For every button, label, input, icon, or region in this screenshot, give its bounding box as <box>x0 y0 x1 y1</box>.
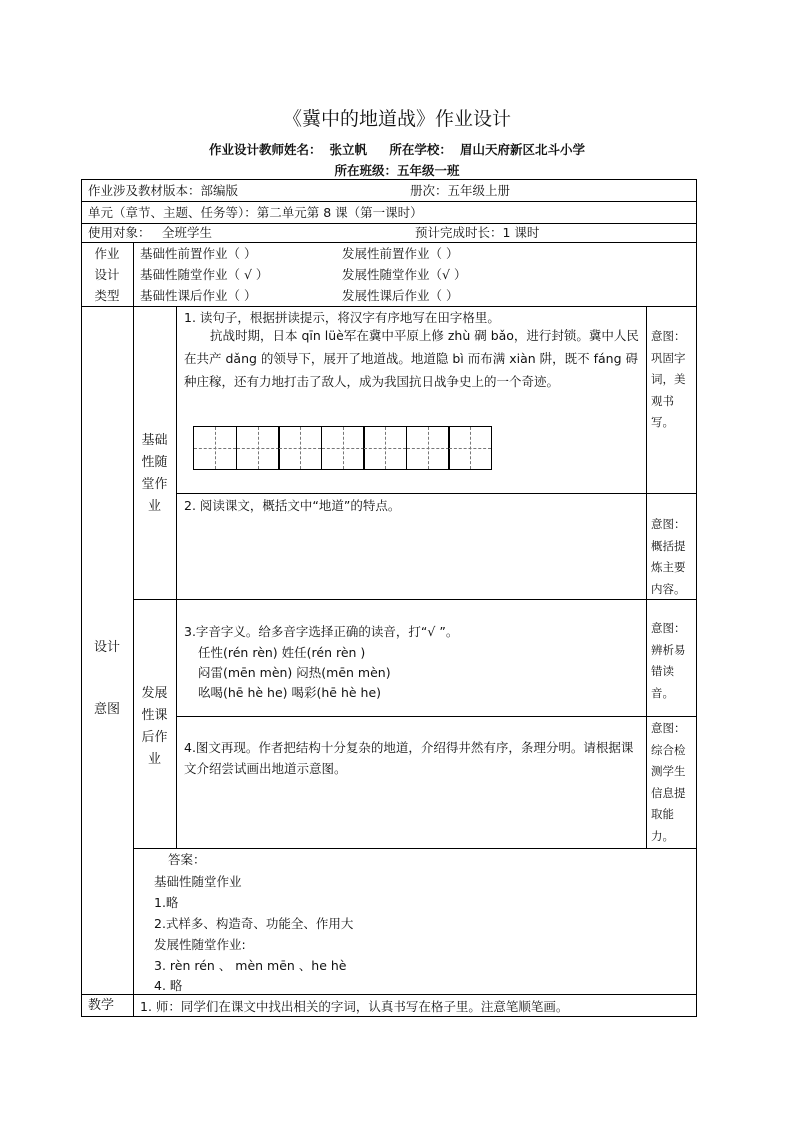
row-divider <box>176 493 697 494</box>
tianzige-box[interactable] <box>406 426 450 470</box>
answer-line: 基础性随堂作业 <box>154 874 242 889</box>
q1-intent: 意图：巩固字词，美观书写。 <box>651 329 686 429</box>
teacher-school-line <box>0 140 794 158</box>
design-table <box>81 179 697 1017</box>
q4-intent: 意图：综合检测学生信息提取能力。 <box>651 721 686 843</box>
row-divider <box>81 223 697 224</box>
teacher-name: 张立帆 <box>329 142 368 157</box>
row-divider <box>133 599 697 600</box>
design-intent-label: 设计 意图 <box>93 640 120 717</box>
tianzige-box[interactable] <box>363 426 407 470</box>
row-divider <box>176 716 697 717</box>
answer-line: 发展性随堂作业: <box>154 937 246 952</box>
col-divider <box>133 242 134 1017</box>
answer-line: 3. rèn rén 、 mèn mēn 、he hè <box>154 958 347 973</box>
answers-title: 答案： <box>168 852 206 867</box>
q3-line-3: 吆喝(hē hè he) 喝彩(hē hè he) <box>198 685 382 700</box>
teaching-label: 教学 <box>88 998 115 1013</box>
class-info: 所在班级：五年级一班 <box>334 163 460 178</box>
school-label: 所在学校： <box>389 142 452 157</box>
unit-info: 单元（章节、主题、任务等）：第二单元第 8 课（第一课时） <box>88 205 423 220</box>
section-dev-label: 发展 性课 后作 业 <box>141 686 168 767</box>
section-basic-label: 基础 性随 堂作 业 <box>141 433 168 514</box>
q1-text: 抗战时期，日本 qīn lüè军在冀中平原上修 zhù 碉 bǎo，进行封锁。冀中人民在共产 dǎng 的领导下，展开了地道战。地道隐 bì 而布满 xiàn 阱，既不 fáng 碍种庄稼，还有力地打击了敌人，成为我国抗日战争史上的一个奇迹。 <box>184 328 639 389</box>
row-divider <box>133 848 697 849</box>
q3-instruction: 3.字音字义。给多音字选择正确的读音，打“√ ”。 <box>184 624 459 639</box>
q4-text: 4.图文再现。作者把结构十分复杂的地道，介绍得井然有序，条理分明。请根据课文介绍尝试画出地道示意图。 <box>184 740 634 776</box>
type-dev-class: 发展性随堂作业（√ ） <box>342 267 467 282</box>
answer-line: 1.略 <box>154 895 179 910</box>
row-divider <box>81 242 697 243</box>
type-label: 作业 设计 类型 <box>94 246 120 303</box>
teacher-label: 作业设计教师姓名： <box>209 142 322 157</box>
row-divider <box>81 306 697 307</box>
q3-line-2: 闷雷(mēn mèn) 闷热(mēn mèn) <box>198 665 391 680</box>
type-basic-pre: 基础性前置作业（ ） <box>140 246 257 261</box>
tianzige-box[interactable] <box>321 426 365 470</box>
tianzige-box[interactable] <box>278 426 322 470</box>
tianzige-box[interactable] <box>193 426 237 470</box>
q2-intent: 意图：概括提炼主要内容。 <box>651 517 686 596</box>
answer-line: 4. 略 <box>154 978 183 993</box>
volume: 册次：五年级上册 <box>410 183 511 198</box>
tianzige-box[interactable] <box>448 426 492 470</box>
estimated-time: 预计完成时长：1 课时 <box>415 225 540 240</box>
q3-intent: 意图：辨析易错读音。 <box>651 621 686 700</box>
col-divider <box>646 306 647 848</box>
q1-instruction: 1. 读句子，根据拼读提示，将汉字有序地写在田字格里。 <box>184 310 500 325</box>
textbook-version: 作业涉及教材版本：部编版 <box>88 183 239 198</box>
type-basic-class: 基础性随堂作业（ √ ） <box>140 267 269 282</box>
q2-text: 2. 阅读课文，概括文中“地道”的特点。 <box>184 498 401 513</box>
tianzige-grid <box>193 426 492 470</box>
target-label: 使用对象： <box>88 225 151 240</box>
school-name: 眉山天府新区北斗小学 <box>459 142 585 157</box>
answer-line: 2.式样多、构造奇、功能全、作用大 <box>154 916 354 931</box>
q3-line-1: 任性(rén rèn) 姓任(rén rèn ) <box>198 645 366 660</box>
row-divider <box>81 994 697 995</box>
type-dev-after: 发展性课后作业（ ） <box>342 288 459 303</box>
tianzige-box[interactable] <box>236 426 280 470</box>
teaching-text: 1. 师：同学们在课文中找出相关的字词，认真书写在格子里。注意笔顺笔画。 <box>140 999 569 1014</box>
type-dev-pre: 发展性前置作业（ ） <box>342 246 459 261</box>
col-divider <box>176 306 177 848</box>
document-title: 《冀中的地道战》作业设计 <box>282 108 511 130</box>
row-divider <box>81 201 697 202</box>
type-basic-after: 基础性课后作业（ ） <box>140 288 257 303</box>
target-value: 全班学生 <box>162 225 213 240</box>
